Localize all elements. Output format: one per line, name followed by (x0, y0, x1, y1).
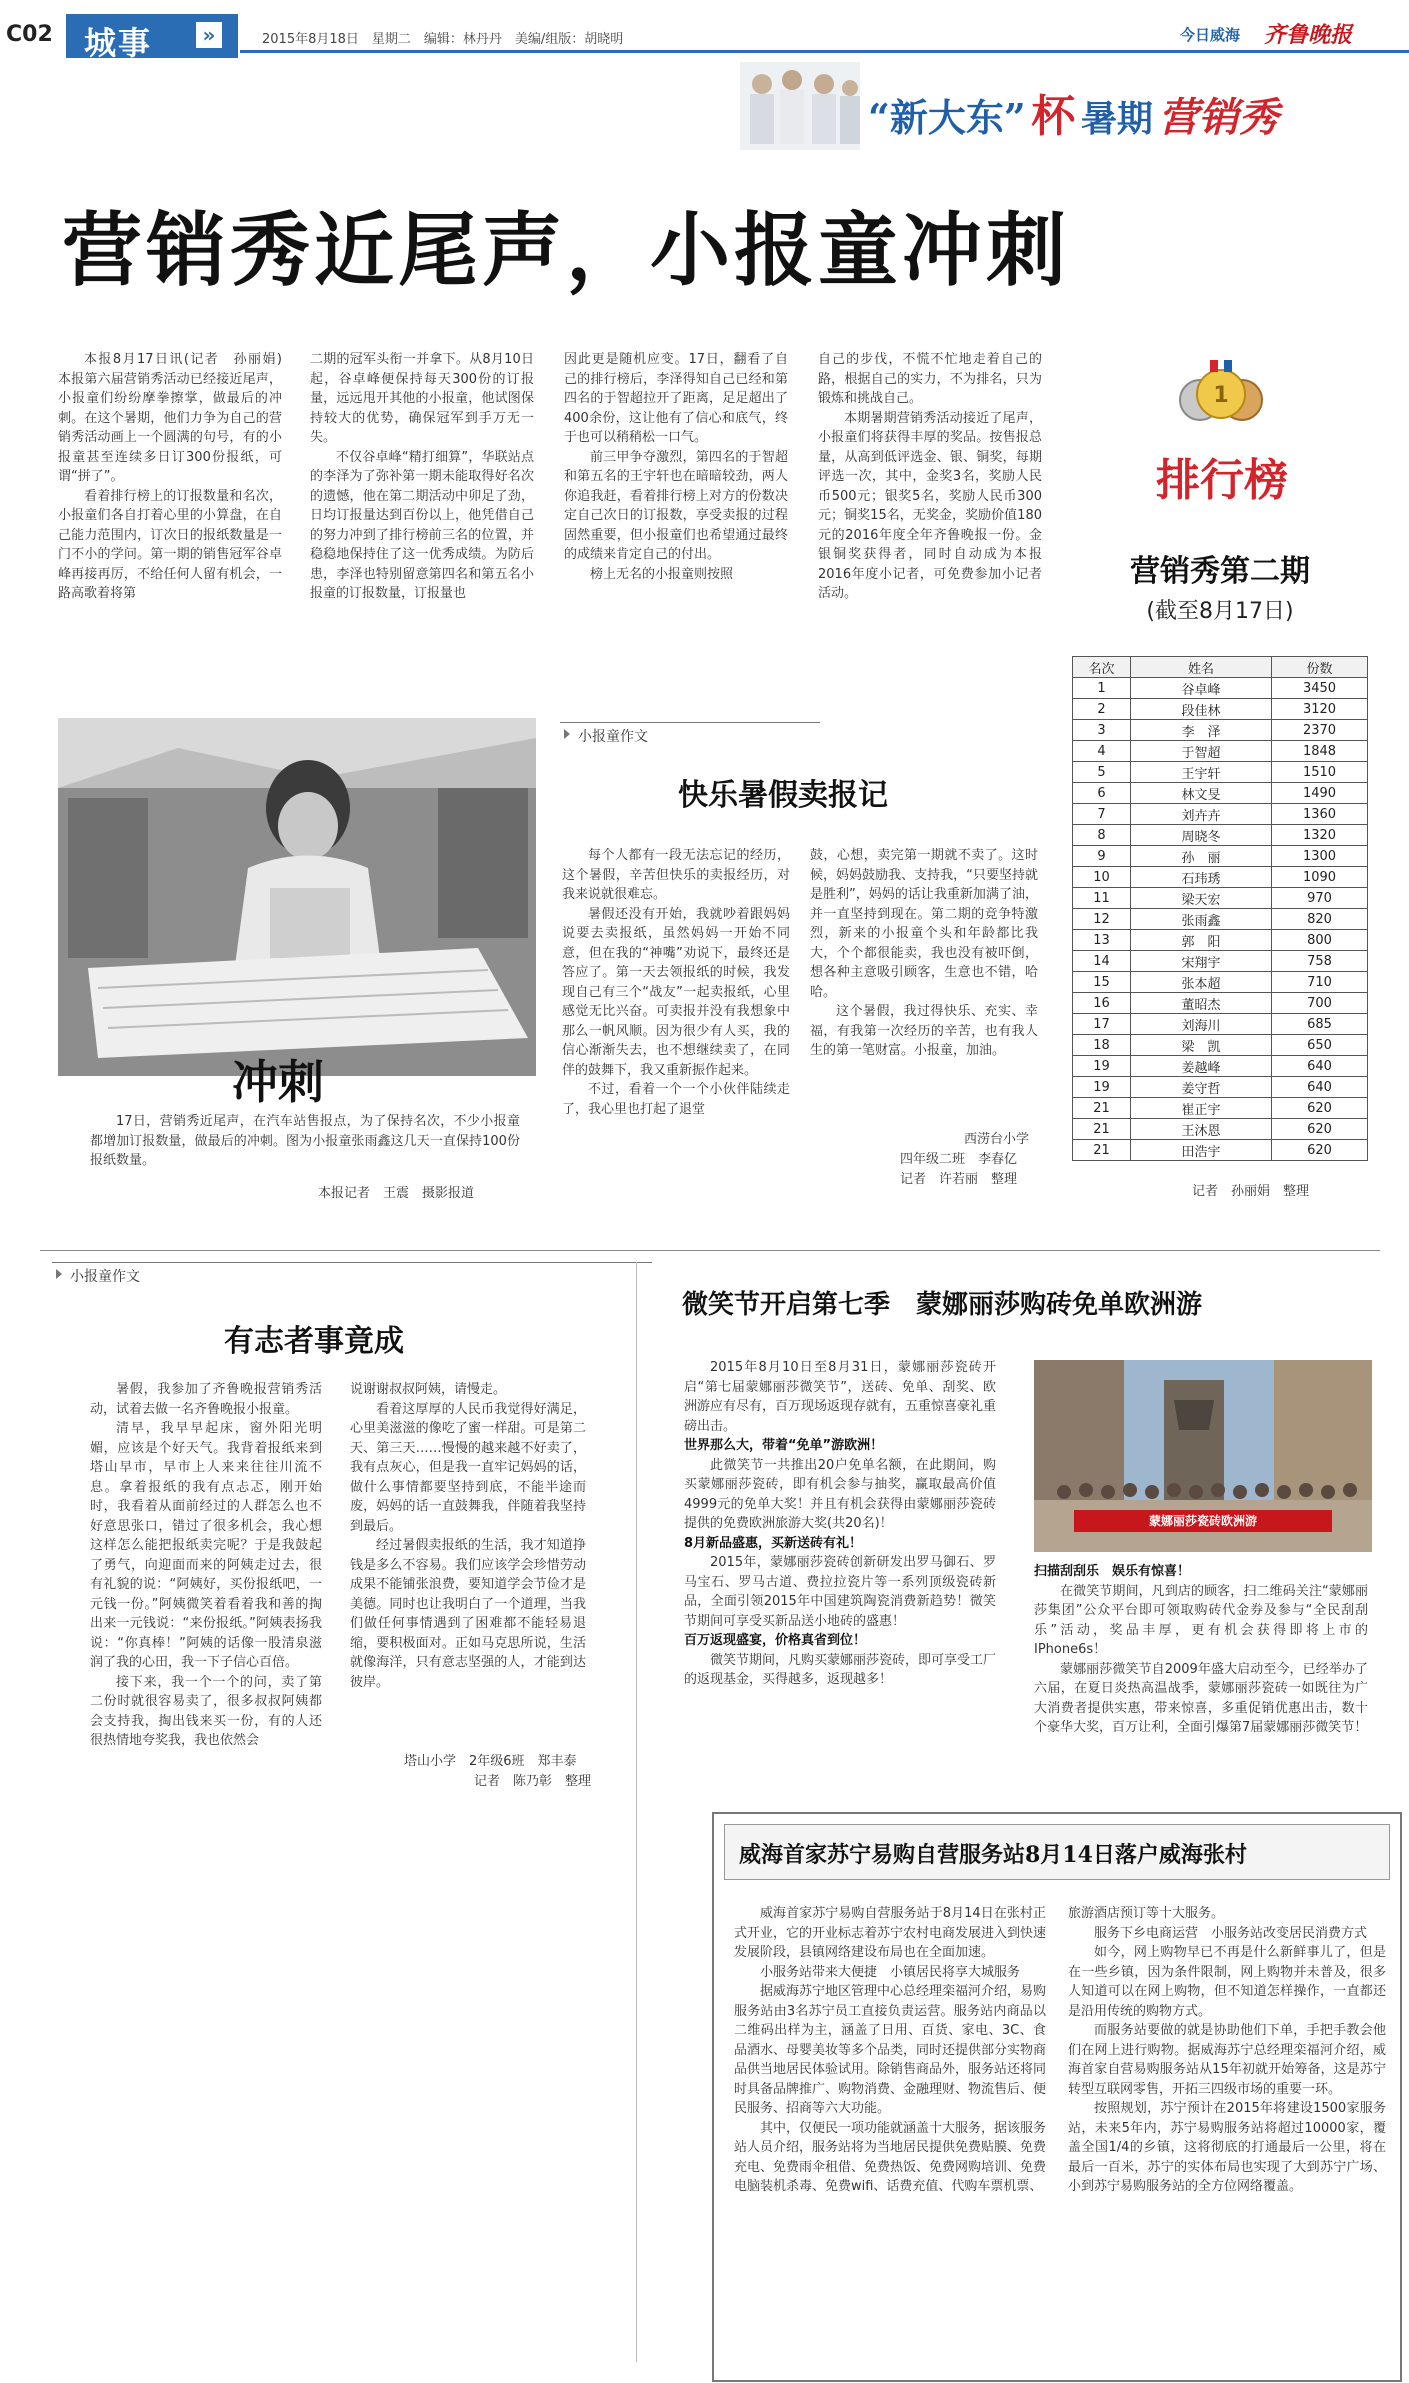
name-cell: 周晓冬 (1131, 825, 1272, 846)
rank-cell: 14 (1073, 951, 1131, 972)
name-cell: 田浩宇 (1131, 1140, 1272, 1161)
rank-cell: 2 (1073, 699, 1131, 720)
rank-cell: 6 (1073, 783, 1131, 804)
header-rule (240, 50, 1409, 53)
name-cell: 崔正宇 (1131, 1098, 1272, 1119)
paragraph: 榜上无名的小报童则按照 (590, 566, 734, 582)
paragraph: 2015年8月10日至8月31日，蒙娜丽莎瓷砖开启“第七届蒙娜丽莎微笑节”，送砖、免单、刮奖、欧洲游应有尽有，百万现场返现存就有，五重惊喜豪礼重磅出击。 (684, 1360, 997, 1434)
name-cell: 刘海川 (1131, 1014, 1272, 1035)
table-row (1073, 825, 1368, 846)
column-divider (636, 1262, 637, 2362)
ranking-byline: 记者 孙丽娟 整理 (1192, 1184, 1310, 1199)
count-cell: 620 (1272, 1140, 1368, 1161)
name-cell: 于智超 (1131, 741, 1272, 762)
count-cell: 700 (1272, 993, 1368, 1014)
chevron-right-icon: » (196, 22, 222, 48)
photo-1-credit: 本报记者 王震 摄影报道 (318, 1186, 475, 1201)
paragraph: 据威海苏宁地区管理中心总经理栾福河介绍，易购服务站由3名苏宁员工直接负责运营。服务站内商品以二维码出样为主，涵盖了日用、百货、家电、3C、食品酒水、母婴美妆等多个品类，同时还提供部分实物商品供当地居民体验试用。除销售商品外，服务站还将同时具备品牌推广、购物消费、金融理财、物流售后、便民服务、招商等六大功能。 (734, 1984, 1047, 2116)
rank-cell: 1 (1073, 678, 1131, 699)
ranking-table (1072, 656, 1368, 1161)
table-row (1073, 1119, 1368, 1140)
name-cell: 张本超 (1131, 972, 1272, 993)
date-info: 2015年8月18日 星期二 编辑：林丹丹 美编/组版：胡晓明 (262, 32, 624, 47)
table-row (1073, 762, 1368, 783)
table-row (1073, 804, 1368, 825)
paragraph: 看着这厚厚的人民币我觉得好满足，心里美滋滋的像吃了蜜一样甜。可是第二天、第三天……慢慢的越来越不好卖了，我有点灰心，但是我一直牢记妈妈的话，做什么事情都要坚持到底，不能半途而废，妈妈的话一直鼓舞我，伴随着我坚持到最后。 (350, 1401, 586, 1534)
count-cell: 758 (1272, 951, 1368, 972)
ranking-subtitle: (截至8月17日) (1146, 599, 1294, 624)
paragraph: 本期暑期营销秀活动接近了尾声，小报童们将获得丰厚的奖品。按售报总量，从高到低评选金、银、铜奖，每期评选一次，其中，金奖3名，奖励人民币500元；银奖5名，奖励人民币300元；铜奖15名，无奖金，奖励价值180元的2016年度全年齐鲁晚报一份。金银铜奖获得者，同时自动成为本报2016年度小记者，可免费参加小记者活动。 (818, 410, 1042, 601)
table-row (1073, 678, 1368, 699)
column-header: 份数 (1272, 657, 1368, 678)
table-row (1073, 1098, 1368, 1119)
ad-2-col-2 (1068, 1904, 1386, 2374)
essay-1-tag: 小报童作文 (560, 722, 820, 746)
rank-cell: 21 (1073, 1098, 1131, 1119)
table-row (1073, 720, 1368, 741)
medals-icon (1166, 360, 1276, 440)
essay-1-editor: 记者 许若丽 整理 (900, 1172, 1018, 1187)
paragraph: 在微笑节期间，凡到店的顾客，扫二维码关注“蒙娜丽莎集团”公众平台即可领取购砖代金券及参与“全民刮刮乐”活动，奖品丰厚，更有机会获得即将上市的IPhone6s！ (1034, 1583, 1368, 1657)
count-cell: 1360 (1272, 804, 1368, 825)
paragraph: 暑假还没有开始，我就吵着跟妈妈说要去卖报纸，虽然妈妈一开始不同意，但在我的“神嘴”劝说下，最终还是答应了。第一天去领报纸的时候，我发现自己有三个“战友”一起卖报纸，心里感觉无比兴奋。可卖报并没有我想象中那么一帆风顺。因为很少有人买，我的信心渐渐失去，也不想继续卖了，在同伴的鼓舞下，我又重新振作起来。 (562, 906, 790, 1078)
essay-2-tag: 小报童作文 (52, 1262, 652, 1286)
ad-2-col-1 (734, 1904, 1046, 2374)
count-cell: 3120 (1272, 699, 1368, 720)
essay-1-school: 西涝台小学 (964, 1132, 1030, 1147)
paragraph: 旅游酒店预订等十大服务。 (1068, 1906, 1225, 1921)
table-row (1073, 741, 1368, 762)
name-cell: 梁 凯 (1131, 1035, 1272, 1056)
lead-col-1 (58, 350, 296, 650)
paragraph: 说谢谢叔叔阿姨，请慢走。 (350, 1382, 507, 1397)
rank-cell: 15 (1073, 972, 1131, 993)
table-row (1073, 951, 1368, 972)
girl-selling-papers-photo (58, 718, 536, 1076)
paragraph: 按照规划，苏宁预计在2015年将建设1500家服务站，未来5年内，苏宁易购服务站将超过10000家，覆盖全国1/4的乡镇，这将彻底的打通最后一公里，将在最后一百米，苏宁的实体布局也实现了大到苏宁广场、小到苏宁易购服务站的全方位网络覆盖。 (1068, 2101, 1386, 2194)
count-cell: 640 (1272, 1077, 1368, 1098)
paragraph: 蒙娜丽莎微笑节自2009年盛大启动至今，已经举办了六届，在夏日炎热高温战季，蒙娜丽莎瓷砖一如既往为广大消费者提供实惠，带来惊喜，多重促销优惠出击，数十个豪华大奖，百万让利，全面引爆第7届蒙娜丽莎微笑节！ (1034, 1661, 1368, 1735)
table-row (1073, 699, 1368, 720)
name-cell: 郭 阳 (1131, 930, 1272, 951)
ranking-panel (1072, 360, 1368, 1260)
name-cell: 谷卓峰 (1131, 678, 1272, 699)
section-title: 城事 (84, 24, 153, 62)
lead-col-4 (818, 350, 1042, 650)
lead-col-3 (564, 350, 788, 650)
paragraph: 不仅谷卓峰“精打细算”，华联站点的李泽为了弥补第一期未能取得好名次的遗憾，他在第二期活动中卯足了劲，日均订报量达到百份以上，他凭借自己的努力冲到了排行榜前三名的位置，并稳稳地保持住了这一优秀成绩。为防后患，李泽也特别留意第四名和第五名小报童的订报数量，订报量也 (310, 449, 534, 601)
photo-1 (58, 718, 536, 1076)
essay-1-author: 四年级二班 李春亿 (900, 1152, 1018, 1167)
paragraph: 清早，我早早起床，窗外阳光明媚，应该是个好天气。我背着报纸来到塔山早市，早市上人来来往往川流不息。拿着报纸的我有点忐忑，刚开始时，我看着从面前经过的人群怎么也不好意思张口，错过了很多机会，我心想这样怎么能把报纸卖完呢？于是我鼓起了勇气，向迎面而来的阿姨走过去，很有礼貌的说：“阿姨好，买份报纸吧，一元钱一份。”阿姨微笑着看着我和善的掏出来一元钱说：“来份报纸。”阿姨表扬我说：“你真棒！”阿姨的话像一股清泉滋润了我的心田，我一下子信心百倍。 (90, 1421, 322, 1670)
name-cell: 梁天宏 (1131, 888, 1272, 909)
photo-1-caption (90, 1112, 520, 1172)
table-row (1073, 783, 1368, 804)
table-row (1073, 1035, 1368, 1056)
count-cell: 1510 (1272, 762, 1368, 783)
subheading: 8月新品盛惠，买新送砖有礼！ (684, 1535, 863, 1551)
rank-cell: 13 (1073, 930, 1131, 951)
rank-cell: 18 (1073, 1035, 1131, 1056)
name-cell: 王宇轩 (1131, 762, 1272, 783)
name-cell: 姜越峰 (1131, 1056, 1272, 1077)
paragraph: 此微笑节一共推出20户免单名额，在此期间，购买蒙娜丽莎瓷砖，即有机会参与抽奖，赢取最高价值4999元的免单大奖！并且有机会获得由蒙娜丽莎瓷砖提供的免费欧洲旅游大奖(共20名)！ (684, 1457, 996, 1531)
caption-text: 17日，营销秀近尾声，在汽车站售报点，为了保持名次，不少小报童都增加订报数量，做最后的冲刺。图为小报童张雨鑫这几天一直保持100份报纸数量。 (90, 1114, 520, 1168)
ranking-table-wrap (1072, 656, 1368, 1161)
ad-1-photo (1034, 1360, 1372, 1552)
paragraph: 经过暑假卖报纸的生活，我才知道挣钱是多么不容易。我们应该学会珍惜劳动成果不能铺张浪费，要知道学会节俭才是美德。同时也让我明白了一个道理，当我们做任何事情遇到了困难都不能轻易退缩，要积极面对。正如马克思所说，生活就像海洋，只有意志坚强的人，才能到达彼岸。 (350, 1538, 586, 1690)
name-cell: 王沐恩 (1131, 1119, 1272, 1140)
svg-text:1: 1 (1213, 383, 1229, 408)
paragraph: 暑假，我参加了齐鲁晚报营销秀活动，试着去做一名齐鲁晚报小报童。 (90, 1382, 322, 1417)
essay-1-title: 快乐暑假卖报记 (678, 778, 888, 813)
brand-small: 今日威海 (1180, 26, 1241, 44)
rank-cell: 19 (1073, 1077, 1131, 1098)
paragraph: 如今，网上购物早已不再是什么新鲜事儿了，但是在一些乡镇，因为条件限制，网上购物并未普及，很多人知道可以在网上购物，但不知道怎样操作，一直都还是沿用传统的购物方式。 (1068, 1945, 1386, 2019)
count-cell: 3450 (1272, 678, 1368, 699)
table-row (1073, 1056, 1368, 1077)
essay-2-title: 有志者事竟成 (224, 1324, 404, 1359)
ad-1-title: 微笑节开启第七季 蒙娜丽莎购砖免单欧洲游 (682, 1290, 1203, 1320)
paragraph: 微笑节期间，凡购买蒙娜丽莎瓷砖，即可享受工厂的返现基金，买得越多，返现越多！ (684, 1652, 997, 1687)
count-cell: 1848 (1272, 741, 1368, 762)
table-row (1073, 867, 1368, 888)
paragraph: 接下来，我一个一个的问，卖了第二份时就很容易卖了，很多叔叔阿姨都会支持我，掏出钱来买一份，有的人还很热情地夸奖我，我也依然会 (90, 1674, 322, 1748)
name-cell: 刘卉卉 (1131, 804, 1272, 825)
rank-cell: 4 (1073, 741, 1131, 762)
count-cell: 620 (1272, 1119, 1368, 1140)
name-cell: 董昭杰 (1131, 993, 1272, 1014)
paragraph: 服务下乡电商运营 小服务站改变居民消费方式 (1094, 1925, 1368, 1941)
paragraph: 自己的步伐，不慌不忙地走着自己的路，根据自己的实力，不为排名，只为锻炼和挑战自己。 (818, 352, 1042, 406)
essay-1-col-1 (562, 846, 790, 1214)
name-cell: 林文旻 (1131, 783, 1272, 804)
rank-cell: 17 (1073, 1014, 1131, 1035)
paragraph: 而服务站要做的就是协助他们下单，手把手教会他们在网上进行购物。据威海苏宁总经理栾福河介绍，威海首家自营易购服务站从15年初就开始筹备，这是苏宁转型互联网零售，开拓三四级市场的重要一环。 (1068, 2023, 1386, 2097)
essay-2-col-2 (350, 1380, 586, 1730)
table-row (1073, 846, 1368, 867)
page-headline: 营销秀近尾声，小报童冲刺 (62, 203, 1070, 297)
table-row (1073, 1014, 1368, 1035)
paragraph: 2015年，蒙娜丽莎瓷砖创新研发出罗马御石、罗马宝石、罗马古道、费拉拉瓷片等一系列顶级瓷砖新品，全面引领2015年中国建筑陶瓷消费新趋势！微笑节期间可享受买新品送小地砖的盛惠！ (684, 1555, 996, 1629)
table-row (1073, 930, 1368, 951)
kids-photo-strip (740, 62, 860, 150)
rank-cell: 7 (1073, 804, 1131, 825)
count-cell: 1090 (1272, 867, 1368, 888)
count-cell: 1490 (1272, 783, 1368, 804)
name-cell: 张雨鑫 (1131, 909, 1272, 930)
essay-2-col-1 (90, 1380, 322, 1790)
table-row (1073, 972, 1368, 993)
ad-2-title: 威海首家苏宁易购自营服务站8月14日落户威海张村 (739, 1842, 1247, 1868)
count-cell: 650 (1272, 1035, 1368, 1056)
brand-logo: 齐鲁晚报 (1264, 22, 1353, 48)
table-header-row (1073, 657, 1368, 678)
rank-cell: 5 (1073, 762, 1131, 783)
paragraph: 看着排行榜上的订报数量和名次，小报童们各自打着心里的小算盘，在自己能力范围内，订次日的报纸数量是一门不小的学问。第一期的销售冠军谷卓峰再接再厉，不给任何人留有机会，一路高歌着将第 (58, 488, 282, 601)
table-row (1073, 993, 1368, 1014)
ad-2-box (712, 1812, 1402, 2382)
paragraph: 鼓，心想，卖完第一期就不卖了。这时候，妈妈鼓励我、支持我，“只要坚持就是胜利”，妈妈的话让我重新加满了油，并一直坚持到现在。第二期的竞争特激烈，新来的小报童个头和年龄都比我大，个个都很能卖，我也没有被吓倒，想各种主意吸引顾客，生意也不错，哈哈。 (810, 848, 1038, 1000)
count-cell: 685 (1272, 1014, 1368, 1035)
name-cell: 孙 丽 (1131, 846, 1272, 867)
name-cell: 宋翔宇 (1131, 951, 1272, 972)
contest-title-part4: 营销秀 (1158, 94, 1279, 141)
count-cell: 1320 (1272, 825, 1368, 846)
name-cell: 石玮琇 (1131, 867, 1272, 888)
contest-banner (740, 62, 1409, 152)
rank-cell: 19 (1073, 1056, 1131, 1077)
paragraph: 二期的冠军头衔一并拿下。从8月10日起，谷卓峰便保持每天300份的订报量，远远甩开其他的小报童，他试图保持较大的优势，确保冠军到手万无一失。 (310, 352, 534, 445)
paragraph: 每个人都有一段无法忘记的经历，这个暑假，辛苦但快乐的卖报经历，对我来说就很难忘。 (562, 848, 790, 902)
column-header: 姓名 (1131, 657, 1272, 678)
paragraph: 其中，仅便民一项功能就涵盖十大服务，据该服务站人员介绍，服务站将为当地居民提供免费贴膜、免费充电、免费雨伞租借、免费热饭、免费网购培训、免费电脑装机杀毒、免费wifi、话费充值、代购车票机票、 (734, 2120, 1047, 2194)
rank-cell: 10 (1073, 867, 1131, 888)
rank-cell: 12 (1073, 909, 1131, 930)
column-header: 名次 (1073, 657, 1131, 678)
rank-cell: 21 (1073, 1119, 1131, 1140)
ranking-title: 营销秀第二期 (1130, 554, 1310, 589)
contest-title (868, 80, 1278, 144)
count-cell: 970 (1272, 888, 1368, 909)
contest-title-part2: 杯 (1031, 91, 1076, 142)
ad-1-col-2 (1034, 1562, 1368, 1792)
count-cell: 800 (1272, 930, 1368, 951)
count-cell: 2370 (1272, 720, 1368, 741)
subheading: 扫描刮刮乐 娱乐有惊喜！ (1034, 1564, 1191, 1579)
section-divider (40, 1250, 1380, 1251)
table-row (1073, 1140, 1368, 1161)
count-cell: 1300 (1272, 846, 1368, 867)
count-cell: 820 (1272, 909, 1368, 930)
name-cell: 姜守哲 (1131, 1077, 1272, 1098)
subheading: 世界那么大，带着“免单”游欧洲！ (684, 1438, 884, 1453)
ad-1-col-1 (684, 1358, 996, 1788)
paragraph: 不过，看着一个一个小伙伴陆续走了，我心里也打起了退堂 (562, 1082, 790, 1117)
name-cell: 段佳林 (1131, 699, 1272, 720)
name-cell: 李 泽 (1131, 720, 1272, 741)
lead-col-2 (310, 350, 534, 650)
photo-1-overlay: 冲刺 (232, 1055, 324, 1109)
rank-cell: 11 (1073, 888, 1131, 909)
paragraph: 前三甲争夺激烈，第四名的于智超和第五名的王宇轩也在暗暗较劲，两人你追我赶，看着排行榜上对方的份数决定自己次日的订报数，享受卖报的过程固然重要，但小报童们也希望通过最终的成绩来肯定自己的付出。 (564, 449, 788, 562)
ad-1-photo-banner: 蒙娜丽莎瓷砖欧洲游 (1148, 1514, 1257, 1528)
table-row (1073, 909, 1368, 930)
paragraph: 因此更是随机应变。17日，翻看了自己的排行榜后，李泽得知自己已经和第四名的于智超拉开了距离，足足超出了400余份，这让他有了信心和底气，终于也可以稍稍松一口气。 (564, 352, 788, 445)
table-row (1073, 888, 1368, 909)
count-cell: 640 (1272, 1056, 1368, 1077)
paragraph: 小服务站带来大便捷 小镇居民将享大城服务 (760, 1964, 1021, 1980)
count-cell: 620 (1272, 1098, 1368, 1119)
section-badge (66, 14, 238, 62)
essay-2-editor: 记者 陈乃彰 整理 (474, 1774, 592, 1789)
ranking-table-body (1073, 678, 1368, 1161)
rank-cell: 21 (1073, 1140, 1131, 1161)
count-cell: 710 (1272, 972, 1368, 993)
rank-cell: 3 (1073, 720, 1131, 741)
paragraph: 本报8月17日讯(记者 孙丽娟) 本报第六届营销秀活动已经接近尾声，小报童们纷纷摩拳擦掌，做最后的冲刺。在这个暑期，他们力争为自己的营销秀活动画上一个圆满的句号，有的小报童甚至连续多日订300份报纸，可谓“拼了”。 (58, 352, 296, 484)
table-row (1073, 1077, 1368, 1098)
contest-title-part3: 暑期 (1080, 98, 1153, 140)
rank-cell: 16 (1073, 993, 1131, 1014)
rank-cell: 8 (1073, 825, 1131, 846)
essay-2-school: 塔山小学 2年级6班 郑丰泰 (404, 1754, 577, 1769)
ad-2-title-bar (724, 1824, 1390, 1880)
rank-cell: 9 (1073, 846, 1131, 867)
subheading: 百万返现盛宴，价格真省到位！ (684, 1633, 867, 1648)
paragraph: 威海首家苏宁易购自营服务站于8月14日在张村正式开业，它的开业标志着苏宁农村电商发展进入到快速发展阶段，县镇网络建设布局也在全面加速。 (734, 1906, 1047, 1960)
paragraph: 这个暑假，我过得快乐、充实、幸福，有我第一次经历的辛苦，也有我人生的第一笔财富。小报童，加油。 (810, 1004, 1038, 1058)
essay-1-col-2 (810, 846, 1038, 1116)
contest-title-part1: “新大东” (868, 95, 1026, 140)
ranking-banner: 排行榜 (1156, 455, 1288, 506)
page-header (0, 0, 1409, 62)
page-number: C02 (6, 22, 53, 47)
